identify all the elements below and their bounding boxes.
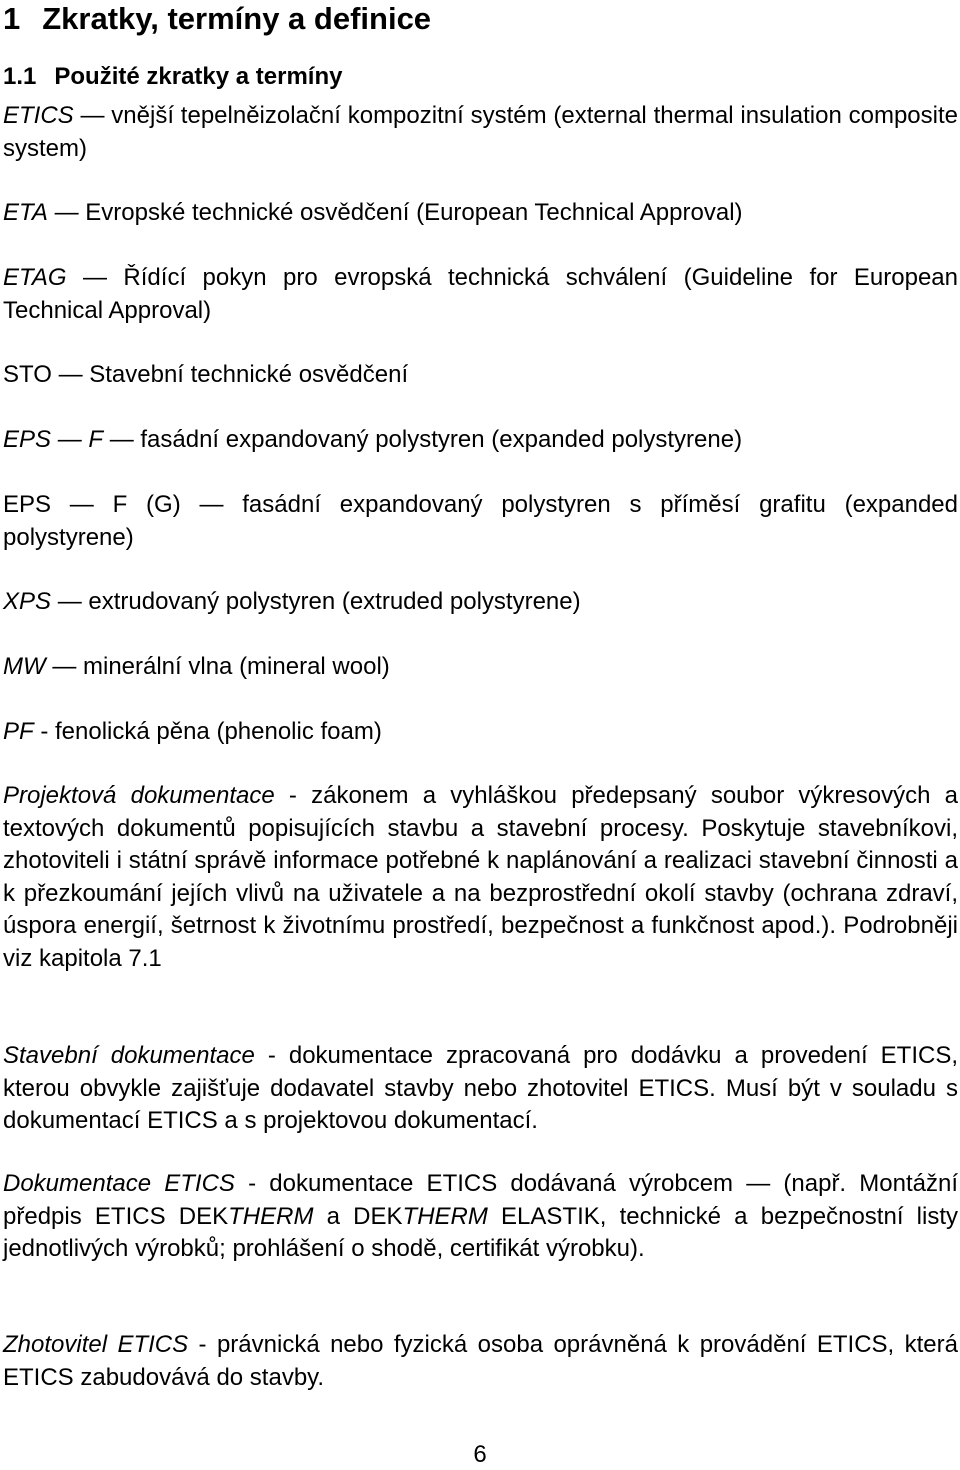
term: Stavební dokumentace <box>3 1042 255 1069</box>
definition-zhotovitel-etics <box>3 1329 958 1394</box>
definition-text: — fasádní expandovaný polystyren (expanded polystyrene) <box>103 426 743 453</box>
chapter-heading <box>3 0 431 38</box>
definition-text: - fenolická pěna (phenolic foam) <box>33 718 382 745</box>
section-number: 1.1 <box>3 63 37 90</box>
term: ETA <box>3 199 48 226</box>
definition-text: - dokumentace zpracovaná pro dodávku a provedení ETICS, kterou obvykle zajišťuje dodavatel stavby nebo zhotovitel ETICS. Musí být v souladu s dokumentací ETICS a s projektovou dokumentací. <box>3 1042 958 1134</box>
term: Dokumentace ETICS <box>3 1170 235 1197</box>
definition-eps-f-g <box>3 489 958 554</box>
definition-text: EPS — F (G) — fasádní expandovaný polystyren s příměsí grafitu (expanded polystyrene) <box>3 491 958 551</box>
definition-xps <box>3 586 958 619</box>
definition-pf <box>3 716 958 749</box>
definition-text: — vnější tepelněizolační kompozitní systém (external thermal insulation composite system) <box>3 102 958 162</box>
term: Projektová dokumentace <box>3 782 275 809</box>
definition-text: — Evropské technické osvědčení (European Technical Approval) <box>47 199 743 226</box>
page-number: 6 <box>473 1441 487 1468</box>
section-heading <box>3 62 342 92</box>
definition-etics <box>3 100 958 165</box>
definition-text: a DEK <box>313 1202 403 1230</box>
definition-text: ELASTIK, technické a bezpečnostní listy jednotlivých výrobků; prohlášení o shodě, certifikát výrobku). <box>3 1202 959 1262</box>
definition-text: - zákonem a vyhláškou předepsaný soubor výkresových a textových dokumentů popisujících stavbu a stavební procesy. Poskytuje stavebníkovi, zhotoviteli i státní správě informace potřebné k naplánování a realizaci stavební činnosti a k přezkoumání jejích vlivů na uživatele a na bezprostřední okolí stavby (ochrana zdraví, úspora energií, šetrnost k životnímu prostředí, bezpečnost a funkčnost apod.). Podrobněji viz kapitola 7.1 <box>3 782 959 972</box>
brand-italic: THERM <box>228 1202 314 1230</box>
definition-text: — minerální vlna (mineral wool) <box>45 653 390 680</box>
definition-mw <box>3 651 958 684</box>
brand-italic: THERM <box>402 1202 488 1230</box>
definition-text: STO — Stavební technické osvědčení <box>3 361 409 388</box>
definition-text: — Řídící pokyn pro evropská technická schválení (Guideline for European Technical Approval) <box>3 264 958 324</box>
definition-sto <box>3 359 958 392</box>
definition-eta <box>3 197 958 230</box>
term: ETAG <box>3 264 67 291</box>
term: XPS <box>3 588 52 615</box>
term: ETICS <box>3 102 74 129</box>
section-title: Použité zkratky a termíny <box>54 63 343 90</box>
definition-etag <box>3 262 958 327</box>
definition-dokumentace-etics <box>3 1168 958 1266</box>
definition-eps-f <box>3 424 958 457</box>
term: EPS — F <box>3 426 104 453</box>
term: Zhotovitel ETICS <box>3 1331 189 1358</box>
definition-text: — extrudovaný polystyren (extruded polystyrene) <box>51 588 581 615</box>
definition-stavebni-dokumentace <box>3 1040 958 1138</box>
chapter-title: Zkratky, termíny a definice <box>42 1 432 36</box>
term: PF <box>3 718 34 745</box>
term: MW <box>3 653 46 680</box>
definition-projektova-dokumentace <box>3 780 958 975</box>
definition-text: - dokumentace ETICS dodávaná výrobcem — (např. Montážní předpis ETICS DEK <box>3 1170 959 1230</box>
chapter-number: 1 <box>3 1 21 36</box>
definition-text: - právnická nebo fyzická osoba oprávněná k provádění ETICS, která ETICS zabudovává do stavby. <box>3 1331 958 1391</box>
